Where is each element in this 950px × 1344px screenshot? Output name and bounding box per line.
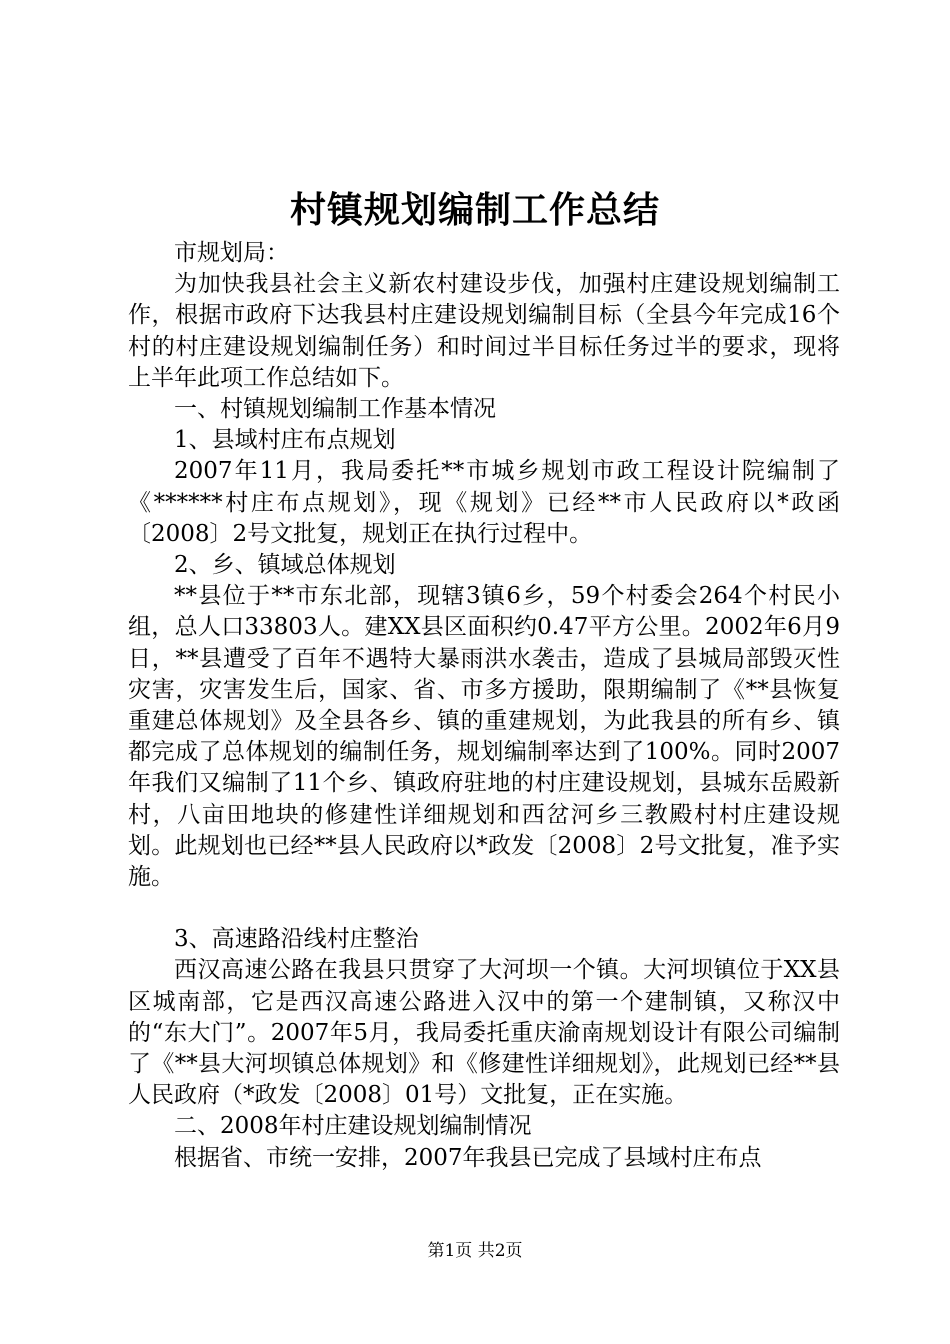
document-body [128, 238, 840, 1174]
section-heading-2: 二、2008年村庄建设规划编制情况 [174, 1113, 532, 1140]
section-heading-1: 一、村镇规划编制工作基本情况 [174, 396, 496, 423]
intro-paragraph: 为加快我县社会主义新农村建设步伐，加强村庄建设规划编制工作，根据市政府下达我县村庄建设规划编制目标（全县今年完成16个村的村庄建设规划编制任务）和时间过半目标任务过半的要求，现将上半年此项工作总结如下。 [128, 271, 840, 391]
salutation: 市规划局： [174, 240, 289, 266]
paragraph-highway-villages: 西汉高速公路在我县只贯穿了大河坝一个镇。大河坝镇位于XX县区城南部，它是西汉高速公路进入汉中的第一个建制镇，又称汉中的“东大门”。2007年5月，我局委托重庆渝南规划设计有限公司编制了《**县大河坝镇总体规划》和《修建性详细规划》，此规划已经**县人民政府（*政发〔2008〕01号）文批复，正在实施。 [128, 957, 841, 1109]
paragraph-village-layout: 2007年11月，我局委托**市城乡规划市政工程设计院编制了《******村庄布点规划》，现《规划》已经**市人民政府以*政函〔2008〕2号文批复，规划正在执行过程中。 [128, 458, 840, 547]
subheading-3: 3、高速路沿线村庄整治 [174, 926, 419, 953]
paragraph-township-plan: **县位于**市东北部，现辖3镇6乡，59个村委会264个村民小组，总人口33803人。建XX县区面积约0.47平方公里。2002年6月9日，**县遭受了百年不遇特大暴雨洪水袭击，造成了县城局部毁灭性灾害，灾害发生后，国家、省、市多方援助，限期编制了《**县恢复重建总体规划》及全县各乡、镇的重建规划，为此我县的所有乡、镇都完成了总体规划的编制任务，规划编制率达到了100%。同时2007年我们又编制了11个乡、镇政府驻地的村庄建设规划，县城东岳殿新村，八亩田地块的修建性详细规划和西岔河乡三教殿村村庄建设规划。此规划也已经**县人民政府以*政发〔2008〕2号文批复，准予实施。 [128, 583, 840, 891]
subheading-2: 2、乡、镇域总体规划 [174, 552, 396, 579]
page-footer: 第1页 共2页 [427, 1241, 523, 1261]
paragraph-2008-plan: 根据省、市统一安排，2007年我县已完成了县域村庄布点 [174, 1144, 762, 1171]
subheading-1: 1、县域村庄布点规划 [174, 427, 396, 454]
document-title: 村镇规划编制工作总结 [289, 189, 660, 231]
